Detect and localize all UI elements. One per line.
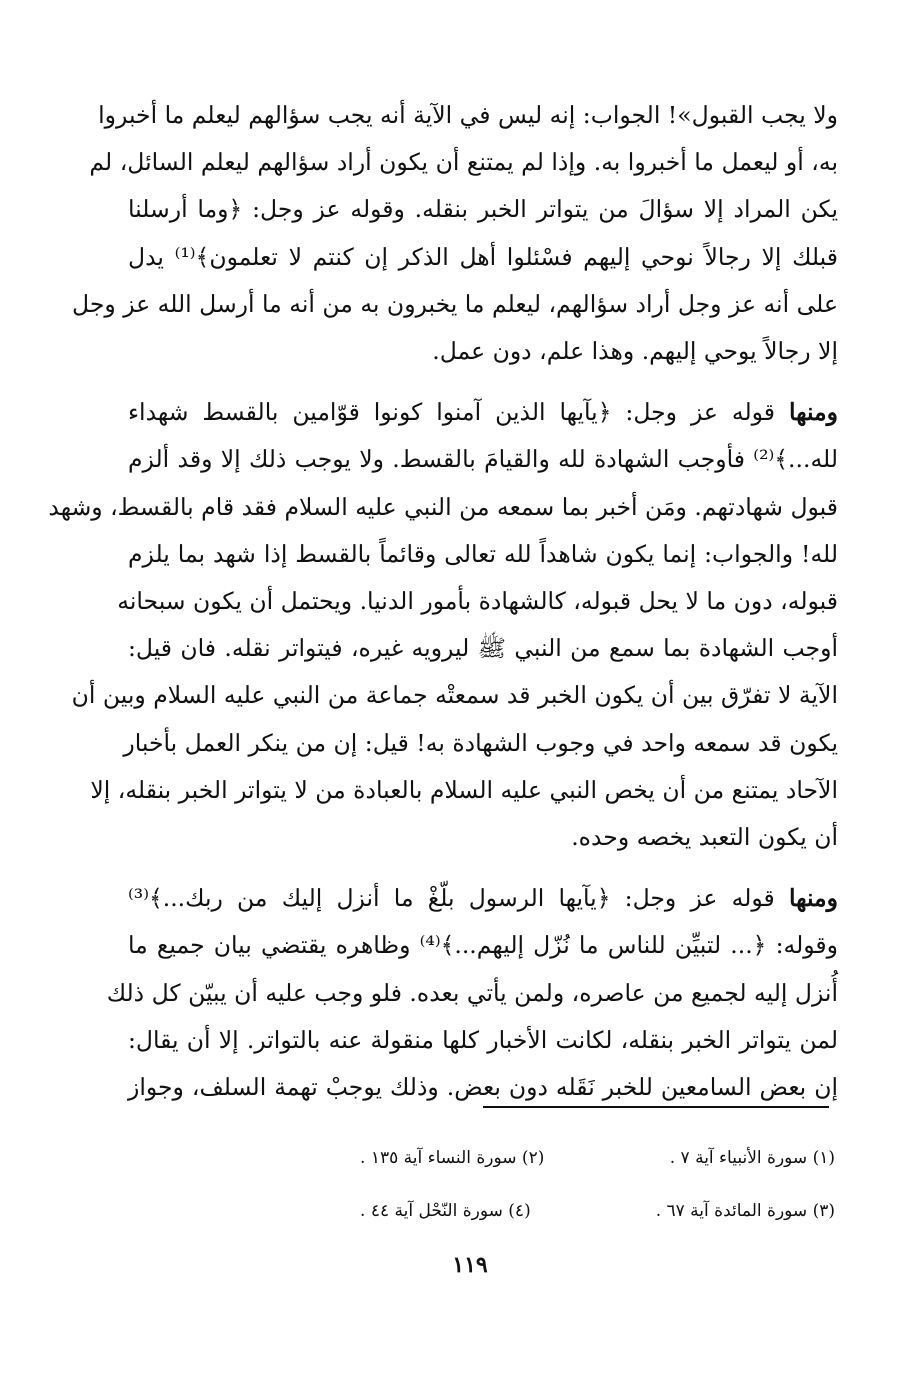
text-line: إن بعض السامعين للخبر نَقَله دون بعض. وذلك يوجبْ تهمة السلف، وجواز xyxy=(128,1073,838,1102)
text-line: وقوله: ﴿... لتبيِّن للناس ما نُزّل إليهم...﴾⁽⁴⁾ وظاهره يقتضي بيان جميع ما xyxy=(128,931,839,960)
text-line: إلا رجالاً يوحي إليهم. وهذا علم، دون عمل. xyxy=(432,337,838,366)
text-line: قبوله، دون ما لا يحل قبوله، كالشهادة بأمور الدنيا. ويحتمل أن يكون سبحانه xyxy=(117,587,838,616)
footnote-2: (٢) سورة النساء آية ١٣٥ . xyxy=(360,1148,545,1168)
text-line: الآحاد يمتنع من أن يخص النبي عليه السلام بالعبادة من لا يتواتر الخبر بنقله، إلا xyxy=(90,775,838,804)
main-text xyxy=(48,92,839,1111)
text-line xyxy=(128,389,838,436)
paragraph-lead: ومنها xyxy=(788,884,838,913)
paragraph-3 xyxy=(106,875,839,1111)
page-number: ١١٩ xyxy=(452,1252,488,1278)
footnote-4: (٤) سورة النّحْل آية ٤٤ . xyxy=(360,1201,531,1221)
text-line: الآية لا تفرّق بين أن يكون الخبر قد سمعتْه جماعة من النبي عليه السلام وبين أن xyxy=(71,681,838,710)
footnote-divider xyxy=(483,1106,829,1108)
footnote-row xyxy=(360,1146,835,1170)
paragraph-lead: ومنها xyxy=(788,398,838,427)
text-line: أوجب الشهادة بما سمع من النبي ﷺ ليرويه غيره، فيتواتر نقله. فان قيل: xyxy=(128,634,838,663)
text-line: لله! والجواب: إنما يكون شاهداً لله تعالى وقائماً بالقسط إذا شهد بما يلزم xyxy=(128,539,838,568)
text-line: لمن يتواتر الخبر بنقله، لكانت الأخبار كلها منقولة عنه بالتواتر. إلا أن يقال: xyxy=(128,1025,838,1054)
paragraph-2 xyxy=(48,389,838,861)
text-line: على أنه عز وجل أراد سؤالهم، ليعلم ما يخبرون به من أنه ما أرسل الله عز وجل xyxy=(72,289,838,318)
text-line xyxy=(128,875,838,922)
footnote-1: (١) سورة الأنبياء آية ٧ . xyxy=(669,1148,835,1168)
paragraph-1 xyxy=(72,92,838,375)
text-line: يكون قد سمعه واحد في وجوب الشهادة به! قيل: إن من ينكر العمل بأخبار xyxy=(123,728,838,757)
text-line: قبلك إلا رجالاً نوحي إليهم فسْئلوا أهل الذكر إن كنتم لا تعلمون﴾⁽¹⁾ يدل xyxy=(128,242,838,271)
text-line: أُنزل إليه لجميع من عاصره، ولمن يأتي بعده. فلو وجب عليه أن يبيّن كل ذلك xyxy=(106,978,838,1007)
footnotes xyxy=(360,1146,835,1252)
text-line: لله...﴾⁽²⁾ فأوجب الشهادة لله والقيامَ بالقسط. ولا يوجب ذلك إلا وقد ألزم xyxy=(128,445,838,474)
text-line: ولا يجب القبول»! الجواب: إنه ليس في الآية أنه يجب سؤالهم ليعلم ما أخبروا xyxy=(98,101,838,129)
text-span: قوله عز وجل: ﴿يآيها الرسول بلّغْ ما أنزل إليك من ربك...﴾⁽³⁾ xyxy=(128,884,789,913)
text-span: قوله عز وجل: ﴿يآيها الذين آمنوا كونوا قوّامين بالقسط شهداء xyxy=(128,398,789,427)
text-line: قبول شهادتهم. ومَن أخبر بما سمعه من النبي عليه السلام فقد قام بالقسط، وشهد xyxy=(48,492,838,521)
footnote-row xyxy=(360,1199,835,1223)
text-line: به، أو ليعمل ما أخبروا به. وإذا لم يمتنع أن يكون أراد سؤالهم ليعلم السائل، لم xyxy=(89,148,838,177)
text-line: يكن المراد إلا سؤالَ من يتواتر الخبر بنقله. وقوله عز وجل: ﴿وما أرسلنا xyxy=(128,195,838,224)
text-line: أن يكون التعبد يخصه وحده. xyxy=(571,823,838,852)
footnote-3: (٣) سورة المائدة آية ٦٧ . xyxy=(655,1201,835,1221)
